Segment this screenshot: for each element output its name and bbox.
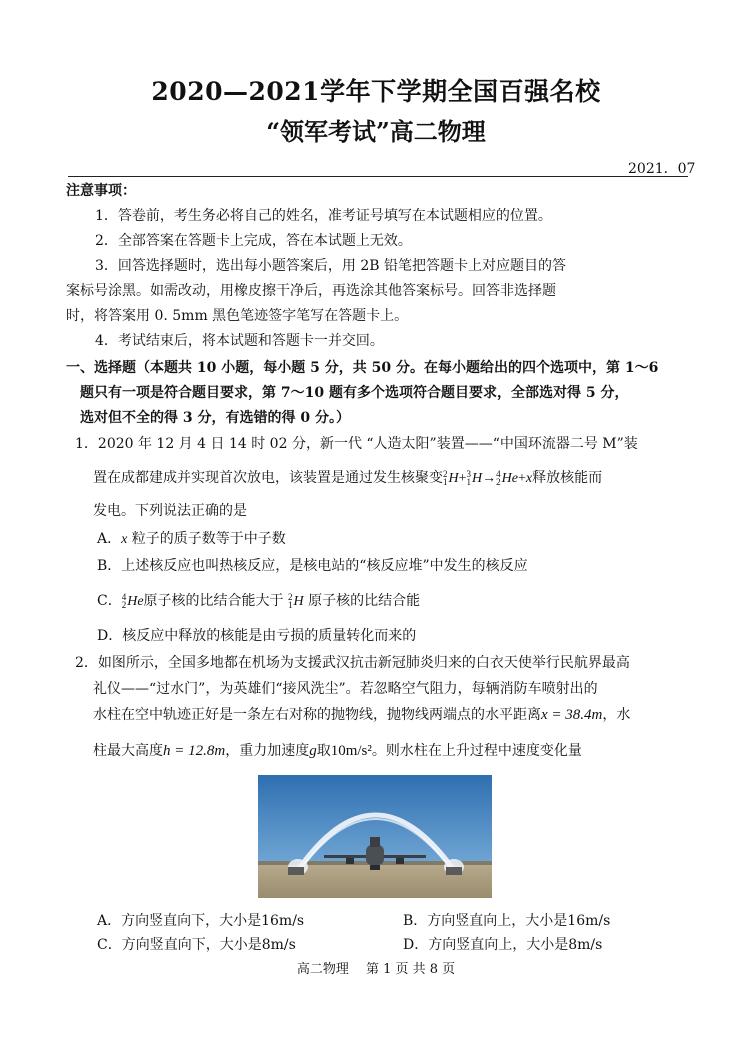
notice-item-3-line3: 时，将答案用 0. 5mm 黑色笔迹签字笔写在答题卡上。 [66, 308, 409, 324]
q2-option-c: C．方向竖直向下，大小是8m/s [97, 937, 296, 953]
q2-stem-line2: 礼仪——“过水门”，为英雄们“接风洗尘”。若忽略空气阻力，每辆消防车喷射出的 [93, 681, 598, 697]
q1-stem-line1: 1．2020 年 12 月 4 日 14 时 02 分，新一代 “人造太阳”装置——“中国环流器二号 M”装 [75, 436, 638, 452]
header-rule [68, 176, 688, 177]
q2-stem-line3: 水柱在空中轨迹正好是一条左右对称的抛物线，抛物线两端点的水平距离x = 38.4m，水 [93, 707, 631, 723]
section-heading-line1: 一、选择题（本题共 10 小题，每小题 5 分，共 50 分。在每小题给出的四个选项中，第 1～6 [66, 360, 659, 376]
q2-option-b: B．方向竖直向上，大小是16m/s [403, 913, 611, 929]
notice-item-3-line2: 案标号涂黑。如需改动，用橡皮擦干净后，再选涂其他答案标号。回答非选择题 [66, 283, 556, 299]
q1-iso-he4: 4 2 [496, 469, 501, 487]
water-salute-photo [258, 775, 492, 898]
q1-c-iso-he4: 4 2 [121, 592, 127, 610]
q2-option-a: A．方向竖直向下，大小是16m/s [97, 913, 305, 929]
exam-date: 2021．07 [628, 161, 696, 177]
exam-title: 2020—2021学年下学期全国百强名校 [151, 77, 601, 106]
q1-iso-h2: 2 1 [443, 469, 448, 487]
q2-option-d: D．方向竖直向上，大小是8m/s [403, 937, 603, 953]
q1-line2-text: 置在成都建成并实现首次放电，该装置是通过发生核聚变 [93, 470, 443, 486]
q1-c-iso-h2: 2 1 [288, 592, 293, 610]
notice-heading: 注意事项： [66, 183, 136, 199]
q2-stem-line1: 2．如图所示，全国多地都在机场为支援武汉抗击新冠肺炎归来的白衣天使举行民航界最高 [75, 655, 630, 671]
notice-item-1: 1．答卷前，考生务必将自己的姓名，准考证号填写在本试题相应的位置。 [95, 208, 552, 224]
page-footer: 高二物理 第 1 页 共 8 页 [296, 962, 456, 977]
q1-stem-line2: 置在成都建成并实现首次放电，该装置是通过发生核聚变2 1H+3 1H→4 2He+x释放核能而 [93, 469, 603, 487]
notice-item-2: 2．全部答案在答题卡上完成，答在本试题上无效。 [95, 233, 412, 249]
section-heading-line2: 题只有一项是符合题目要求，第 7～10 题有多个选项符合题目要求，全部选对得 5 分， [80, 385, 629, 401]
q1-option-c: C．4 2He原子核的比结合能大于 2 1H 原子核的比结合能 [97, 592, 421, 610]
notice-item-3-line1: 3．回答选择题时，选出每小题答案后，用 2B 铅笔把答题卡上对应题目的答 [95, 258, 567, 274]
q1-option-d: D．核反应中释放的核能是由亏损的质量转化而来的 [97, 628, 417, 644]
exam-subtitle: “领军考试”高二物理 [266, 117, 486, 146]
q1-line2-tail: 释放核能而 [532, 470, 603, 486]
section-heading-line3: 选对但不全的得 3 分，有选错的得 0 分。） [80, 410, 350, 426]
q2-stem-line4: 柱最大高度h = 12.8m，重力加速度g取10m/s²。则水柱在上升过程中速度变化量 [93, 743, 582, 759]
q1-iso-h3: 3 1 [466, 469, 472, 487]
q1-stem-line3: 发电。下列说法正确的是 [93, 503, 247, 519]
q1-option-a: A．x 粒子的质子数等于中子数 [97, 531, 286, 547]
q1-option-b: B．上述核反应也叫热核反应，是核电站的“核反应堆”中发生的核反应 [97, 558, 528, 574]
notice-item-4: 4．考试结束后，将本试题和答题卡一并交回。 [95, 333, 384, 349]
